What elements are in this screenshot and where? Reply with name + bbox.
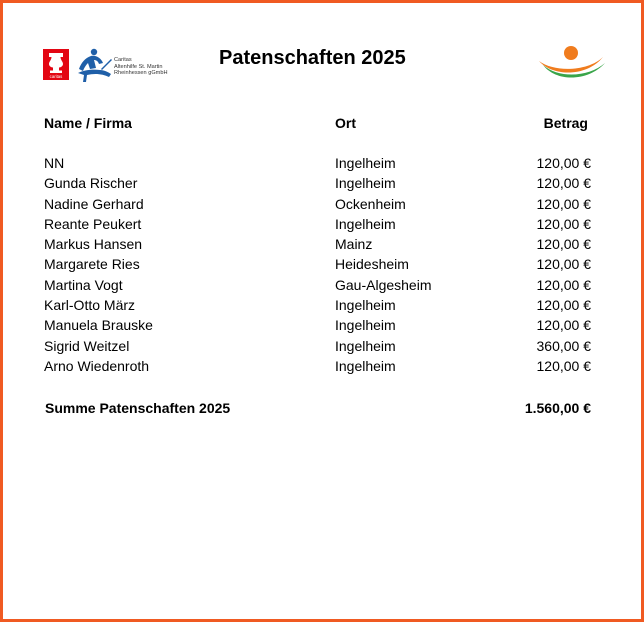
table-row	[3, 235, 641, 255]
column-header-ort: Ort	[335, 115, 356, 131]
total-value: 1.560,00 €	[524, 400, 591, 416]
swoosh-logo	[535, 43, 607, 83]
row-name: Reante Peukert	[44, 215, 142, 232]
row-betrag: 120,00 €	[536, 155, 591, 171]
table-row	[3, 296, 641, 316]
row-ort: Gau-Algesheim	[335, 276, 432, 293]
row-ort: Ingelheim	[335, 337, 396, 354]
row-betrag: 120,00 €	[536, 236, 591, 253]
column-header-name: Name / Firma	[44, 115, 132, 131]
page-title: Patenschaften 2025	[219, 47, 406, 69]
row-betrag: 120,00 €	[536, 256, 591, 273]
caritas-logo-text: caritas	[49, 74, 63, 79]
row-name: Karl-Otto März	[44, 297, 136, 314]
row-ort: Ingelheim	[335, 297, 396, 314]
row-ort: Heidesheim	[335, 256, 409, 273]
row-name: Margarete Ries	[44, 256, 140, 273]
row-ort: Mainz	[335, 236, 373, 253]
row-ort: Ingelheim	[335, 215, 396, 232]
table-row	[3, 276, 641, 296]
org-line-2: Altenhilfe St. Martin	[114, 63, 163, 70]
row-betrag: 120,00 €	[536, 276, 591, 293]
row-ort: Ockenheim	[335, 195, 406, 212]
row-name: Arno Wiedenroth	[44, 357, 150, 374]
row-ort: Ingelheim	[335, 357, 396, 374]
table-row	[3, 215, 641, 235]
row-ort: Ingelheim	[335, 317, 396, 334]
st-martin-logo	[75, 47, 113, 83]
row-name: Markus Hansen	[44, 236, 143, 253]
row-name: Manuela Brauske	[44, 317, 153, 334]
table-row	[3, 255, 641, 275]
row-name: Nadine Gerhard	[44, 195, 144, 212]
row-betrag: 120,00 €	[536, 175, 591, 192]
row-betrag: 120,00 €	[536, 357, 591, 374]
row-betrag: 120,00 €	[536, 195, 591, 212]
organization-name	[114, 57, 167, 77]
row-betrag: 120,00 €	[536, 297, 591, 314]
org-line-3: Rheinhessen gGmbH	[114, 70, 168, 76]
table-row	[3, 357, 641, 377]
table-row	[3, 195, 641, 215]
total-label: Summe Patenschaften 2025	[45, 400, 231, 416]
table-row	[3, 174, 641, 194]
org-line-1: Caritas	[114, 57, 132, 63]
table-row	[3, 154, 641, 174]
table-row	[3, 316, 641, 336]
row-ort: Ingelheim	[335, 175, 396, 192]
caritas-logo	[43, 49, 69, 80]
table-row	[3, 337, 641, 357]
row-betrag: 120,00 €	[536, 215, 591, 232]
row-betrag: 360,00 €	[536, 337, 591, 354]
row-name: Martina Vogt	[44, 276, 123, 293]
row-betrag: 120,00 €	[536, 317, 591, 334]
sponsorship-list	[3, 154, 641, 377]
column-header-betrag: Betrag	[543, 115, 588, 131]
row-name: NN	[44, 155, 65, 171]
row-ort: Ingelheim	[335, 155, 396, 171]
row-name: Gunda Rischer	[44, 175, 138, 192]
row-name: Sigrid Weitzel	[44, 337, 130, 354]
